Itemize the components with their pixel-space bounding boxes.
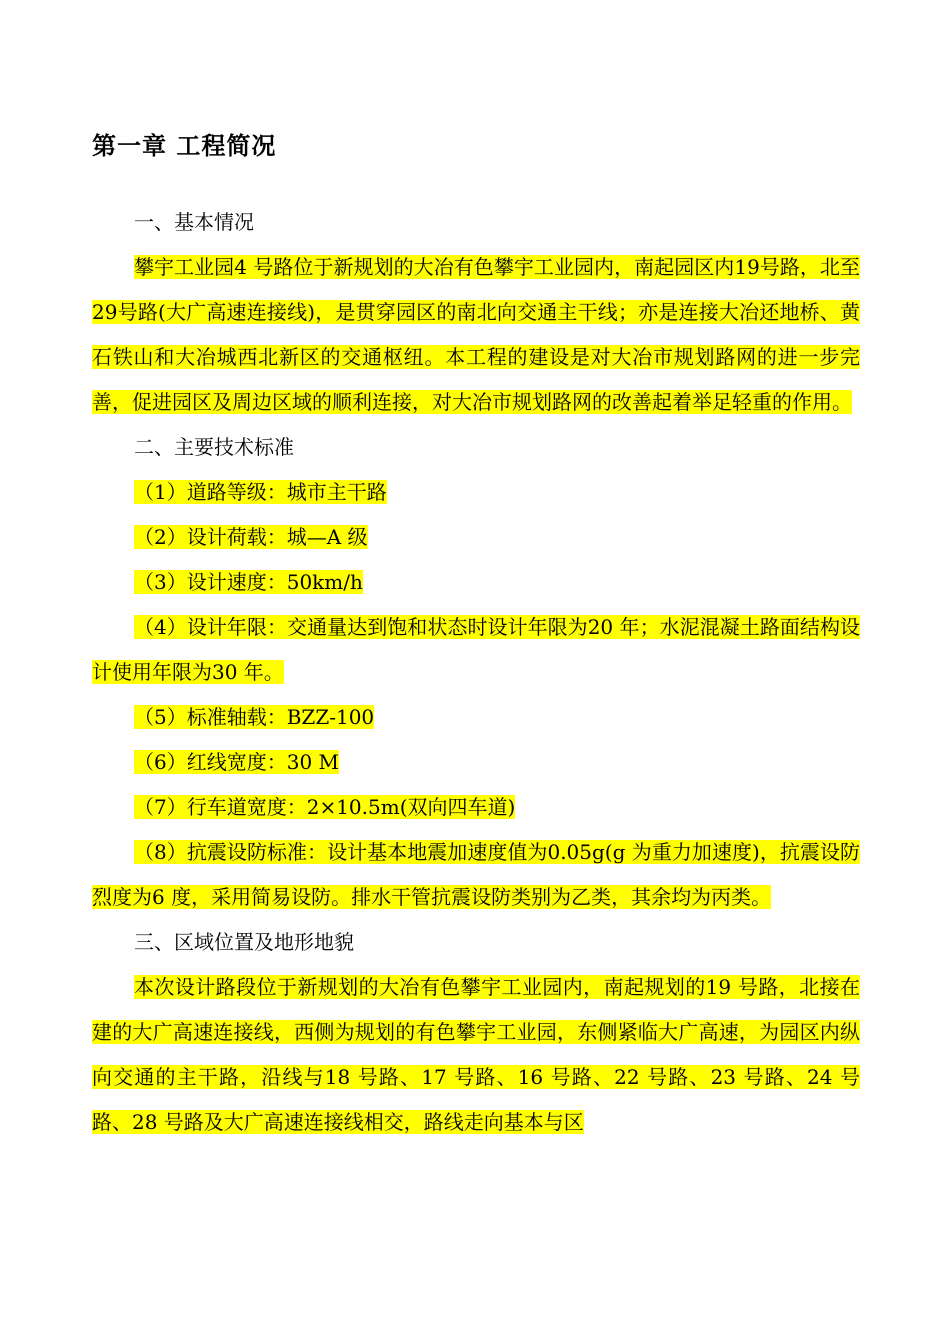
section-heading-2: 二、主要技术标准	[134, 435, 294, 459]
highlighted-text: （8）抗震设防标准：设计基本地震加速度值为0.05g(g 为重力加速度)，抗震设防烈度为6 度，采用简易设防。排水干管抗震设防类别为乙类，其余均为丙类。	[92, 840, 860, 909]
document-body	[92, 200, 860, 1145]
highlighted-text: 本次设计路段位于新规划的大冶有色攀宇工业园内，南起规划的19 号路，北接在建的大广高速连接线，西侧为规划的有色攀宇工业园，东侧紧临大广高速，为园区内纵向交通的主干路，沿线与18 号路、17 号路、16 号路、22 号路、23 号路、24 号路、28 号路及大广高速连接线相交，路线走向基本与区	[92, 975, 860, 1134]
highlighted-text: （4）设计年限：交通量达到饱和状态时设计年限为20 年；水泥混凝土路面结构设计使用年限为30 年。	[92, 615, 860, 684]
section-heading-3: 三、区域位置及地形地貌	[134, 930, 354, 954]
section-heading-1: 一、基本情况	[134, 210, 254, 234]
section-paragraph-3	[92, 965, 860, 1145]
standard-item-1	[92, 470, 860, 515]
chapter-title: 第一章 工程简况	[92, 132, 277, 160]
highlighted-text: （3）设计速度：50km/h	[134, 570, 363, 594]
highlighted-text: （5）标准轴载：BZZ-100	[134, 705, 375, 729]
highlighted-text: （1）道路等级：城市主干路	[134, 480, 387, 504]
highlighted-text: 攀宇工业园4 号路位于新规划的大冶有色攀宇工业园内，南起园区内19号路，北至29号路(大广高速连接线)，是贯穿园区的南北向交通主干线；亦是连接大冶还地桥、黄石铁山和大冶城西北新区的交通枢纽。本工程的建设是对大冶市规划路网的进一步完善，促进园区及周边区域的顺利连接，对大冶市规划路网的改善起着举足轻重的作用。	[92, 255, 860, 414]
highlighted-text: （6）红线宽度：30 M	[134, 750, 340, 774]
standard-item-8	[92, 830, 860, 920]
standard-item-5	[92, 695, 860, 740]
standard-item-6	[92, 740, 860, 785]
highlighted-text: （2）设计荷载：城—A 级	[134, 525, 368, 549]
standard-item-2	[92, 515, 860, 560]
section-paragraph-1	[92, 245, 860, 425]
standard-item-4	[92, 605, 860, 695]
standard-item-3	[92, 560, 860, 605]
highlighted-text: （7）行车道宽度：2×10.5m(双向四车道)	[134, 795, 516, 819]
standard-item-7	[92, 785, 860, 830]
